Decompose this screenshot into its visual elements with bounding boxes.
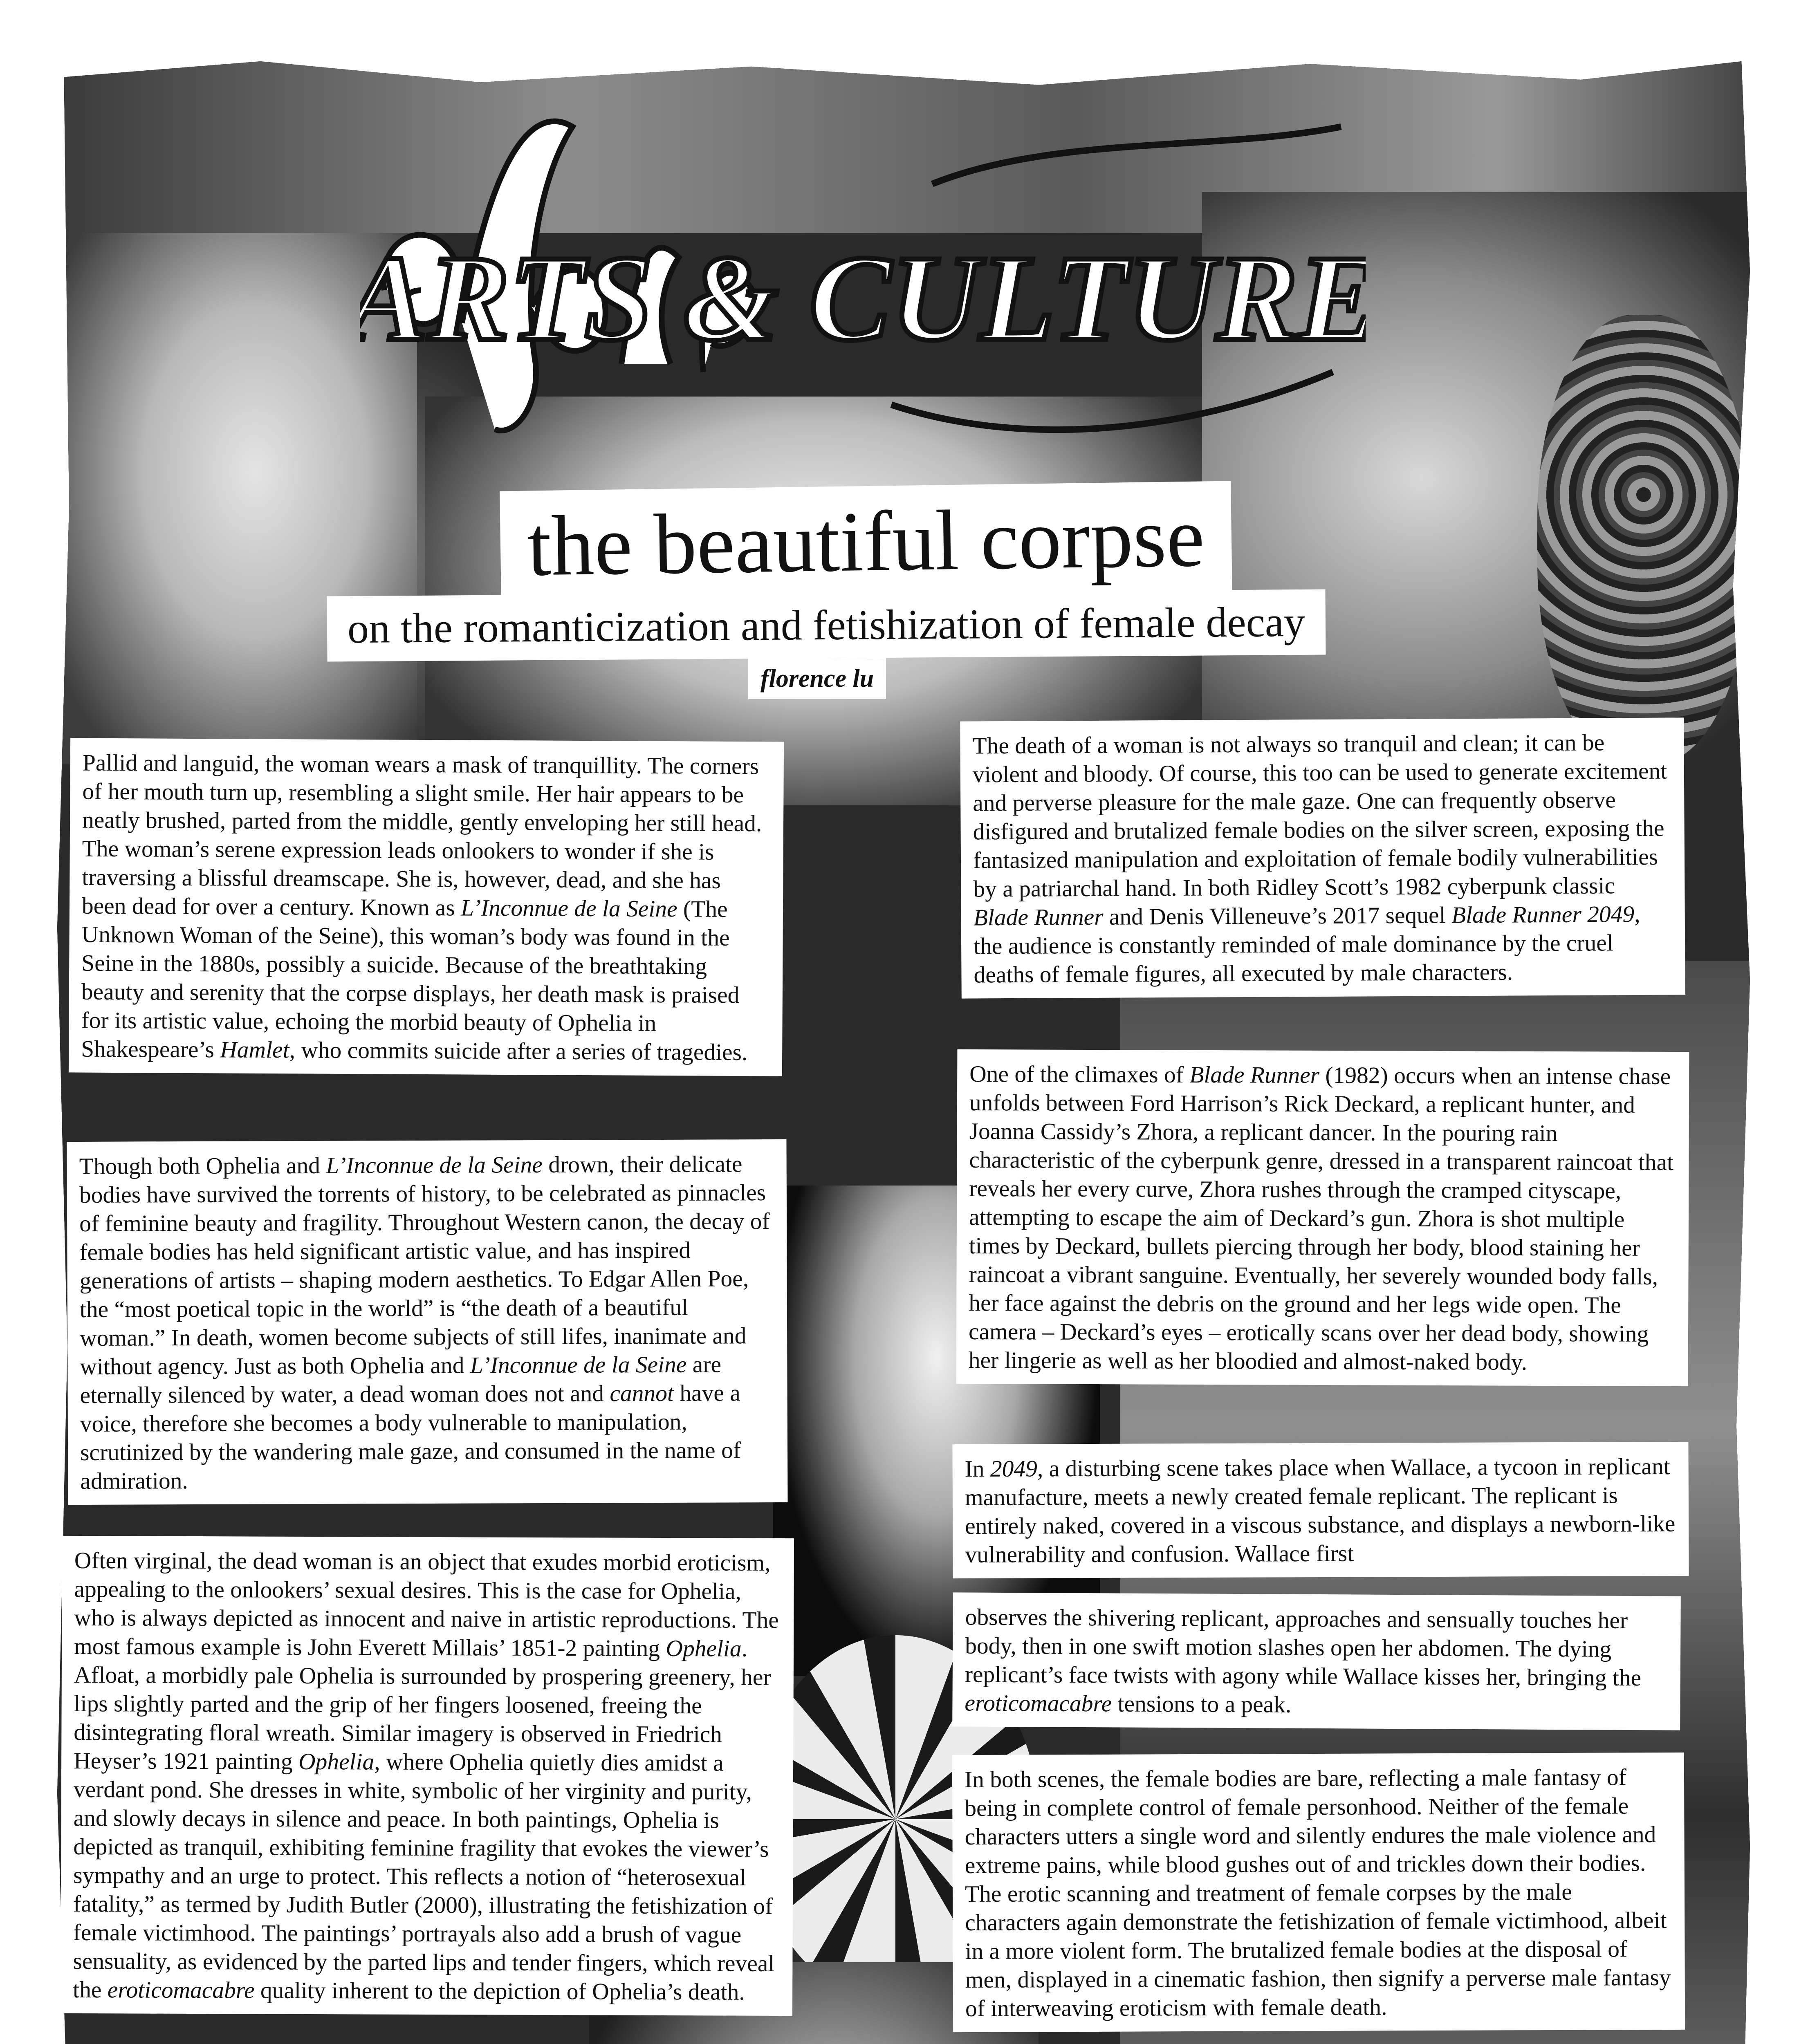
section-title-text: ARTS & CULTURE [360, 230, 1366, 366]
text-run: Pallid and languid, the woman wears a mask of tranquillity. The corners of her mouth turn up, resembling a slight smile. Her hair appears to be neatly brushed, parted from the middle, gently enveloping her still head. The woman’s serene expression leads onlookers to wonder if she is traversing a blissful dreamscape. She is, however, dead, and she has been dead for over a century. Known as [81, 750, 762, 921]
italic-title: Hamlet [220, 1037, 289, 1063]
text-run: , the audience is constantly reminded of male dominance by the cruel deaths of female figures, all executed by male characters. [973, 901, 1640, 988]
text-run: and Denis Villeneuve’s 2017 sequel [1103, 902, 1452, 930]
text-run: . Afloat, a morbidly pale Ophelia is surrounded by prospering greenery, her lips slightly parted and the grip of her fingers loosened, freeing the disintegrating floral wreath. Similar imagery is observed in Friedrich Heyser’s 1921 painting [74, 1636, 771, 1775]
text-run: (1982) occurs when an intense chase unfolds between Ford Harrison’s Rick Deckard, a replicant hunter, and Joanna Cassidy’s Zhora, a replicant dancer. In the pouring rain characteristic of the cyberpunk genre, dressed in a transparent raincoat that reveals her every curve, Zhora rushes through the cramped cityscape, attempting to escape the aim of Deckard’s gun. Zhora is shot multiple times by Deckard, bullets piercing through her body, blood staining her raincoat a vibrant sanguine. Eventually, her severely wounded body falls, her face against the debris on the ground and her legs wide open. The camera – Deckard’s eyes – erotically scans over her dead body, showing her lingerie as well as her bloodied and almost-naked body. [968, 1062, 1674, 1375]
text-run: are eternally silenced by water, a dead woman does not and [80, 1351, 722, 1408]
subtitle: on the romanticization and fetishization of female decay [327, 589, 1326, 661]
paragraph [81, 749, 772, 1067]
text-run: In both scenes, the female bodies are bare, reflecting a male fantasy of being in complete control of female personhood. Neither of the female characters utters a single word and silently endures the male violence and extreme pains, while blood gushes out of and trickles down their bodies. The erotic scanning and treatment of female corpses by the male characters again demonstrate the fetishization of female victimhood, albeit in a more violent form. The brutalized female bodies at the disposal of men, displayed in a cinematic fashion, then signify a perverse male fantasy of interweaving eroticism with female death. [964, 1764, 1671, 2022]
paragraph [73, 1546, 782, 2007]
byline: florence lu [748, 658, 886, 699]
paragraph [79, 1150, 776, 1496]
text-run: , who commits suicide after a series of tragedies. [289, 1037, 748, 1066]
text-run: , where Ophelia quietly dies amidst a verdant pond. She dresses in white, symbolic of her virginity and purity, and slowly decays in silence and peace. In both paintings, Ophelia is depicted as tranquil, exhibiting feminine fragility that evokes the viewer’s sympathy and an urge to protect. This reflects a notion of “heterosexual fatality,” as termed by Judith Butler (2000), illustrating the fetishization of female victimhood. The paintings’ portrayals also add a brush of vague sensuality, as evidenced by the parted lips and tender fingers, which reveal the [73, 1749, 775, 2003]
italic-title: Blade Runner [1189, 1062, 1320, 1088]
italic-title: 2049 [990, 1456, 1038, 1482]
right-text-block-2 [956, 1049, 1689, 1386]
text-run: Though both Ophelia and [79, 1152, 326, 1179]
text-run: (The Unknown Woman of the Seine), this woman’s body was found in the Seine in the 1880s, possibly a suicide. Because of the breathtaking beauty and serenity that the corpse displays, her death mask is praised for its artistic value, echoing the morbid beauty of Ophelia in Shakespeare’s [81, 896, 740, 1063]
italic-title: eroticomacabre [965, 1690, 1112, 1717]
italic-title: Blade Runner [973, 904, 1104, 931]
left-text-block-2 [67, 1139, 787, 1505]
italic-title: eroticomacabre [107, 1977, 255, 2004]
left-text-block-3 [61, 1536, 794, 2016]
text-run: One of the climaxes of [969, 1061, 1190, 1088]
italic-title: L’Inconnue de la Seine [460, 895, 677, 922]
italic-title: L’Inconnue de la Seine [326, 1152, 543, 1179]
paragraph [965, 1763, 1673, 2023]
text-run: The death of a woman is not always so tranquil and clean; it can be violent and bloody. Of course, this too can be used to generate excitement and perverse pleasure for the male gaze. One can frequently observe disfigured and brutalized female bodies on the silver screen, exposing the fantasized manipulation and exploitation of female bodily vulnerabilities by a patriarchal hand. In both Ridley Scott’s 1982 cyberpunk classic [972, 730, 1667, 902]
italic-title: Ophelia [298, 1748, 375, 1775]
text-run: In [965, 1456, 991, 1482]
right-text-block-3 [952, 1442, 1689, 1578]
paragraph [972, 728, 1673, 990]
italic-title: cannot [610, 1380, 674, 1407]
text-run: drown, their delicate bodies have survived the torrents of history, to be celebrated as pinnacles of feminine beauty and fragility. Throughout Western canon, the decay of female bodies has held significant artistic value, and has inspired generations of artists – shaping modern aesthetics. To Edgar Allen Poe, the “most poetical topic in the world” is “the death of a beautiful woman.” In death, women become subjects of still lifes, inanimate and without agency. Just as both Ophelia and [79, 1151, 770, 1380]
paragraph [965, 1452, 1677, 1569]
text-run: have a voice, therefore she becomes a body vulnerable to manipulation, scrutinized by the wandering male gaze, and consumed in the name of admiration. [80, 1380, 741, 1494]
paragraph [965, 1603, 1668, 1721]
right-text-block-5 [952, 1753, 1685, 2032]
italic-title: Ophelia [666, 1636, 742, 1662]
left-text-block-1 [69, 738, 784, 1076]
italic-title: L’Inconnue de la Seine [470, 1351, 687, 1378]
headline: the beautiful corpse [502, 484, 1229, 600]
text-run: , a disturbing scene takes place when Wallace, a tycoon in replicant manufacture, meets a newly created female replicant. The replicant is entirely naked, covered in a viscous substance, and displays a newborn-like vulnerability and confusion. Wallace first [965, 1454, 1676, 1568]
text-run: observes the shivering replicant, approaches and sensually touches her body, then in one swift motion slashes open her abdomen. The dying replicant’s face twists with agony while Wallace kisses her, bringing the [965, 1604, 1642, 1691]
section-title-lettering [360, 78, 1366, 478]
text-run: tensions to a peak. [1112, 1691, 1292, 1718]
text-run: Often virginal, the dead woman is an object that exudes morbid eroticism, appealing to the onlookers’ sexual desires. This is the case for Ophelia, who is always depicted as innocent and naive in artistic reproductions. The most famous example is John Everett Millais’ 1851-2 painting [74, 1547, 779, 1662]
right-text-block-4 [952, 1592, 1681, 1730]
italic-title: Blade Runner 2049 [1451, 901, 1635, 928]
collage-image-pomegranate [1537, 315, 1750, 764]
right-text-block-1 [960, 717, 1685, 998]
paragraph [969, 1060, 1677, 1377]
text-run: quality inherent to the depiction of Ophelia’s death. [254, 1977, 745, 2005]
